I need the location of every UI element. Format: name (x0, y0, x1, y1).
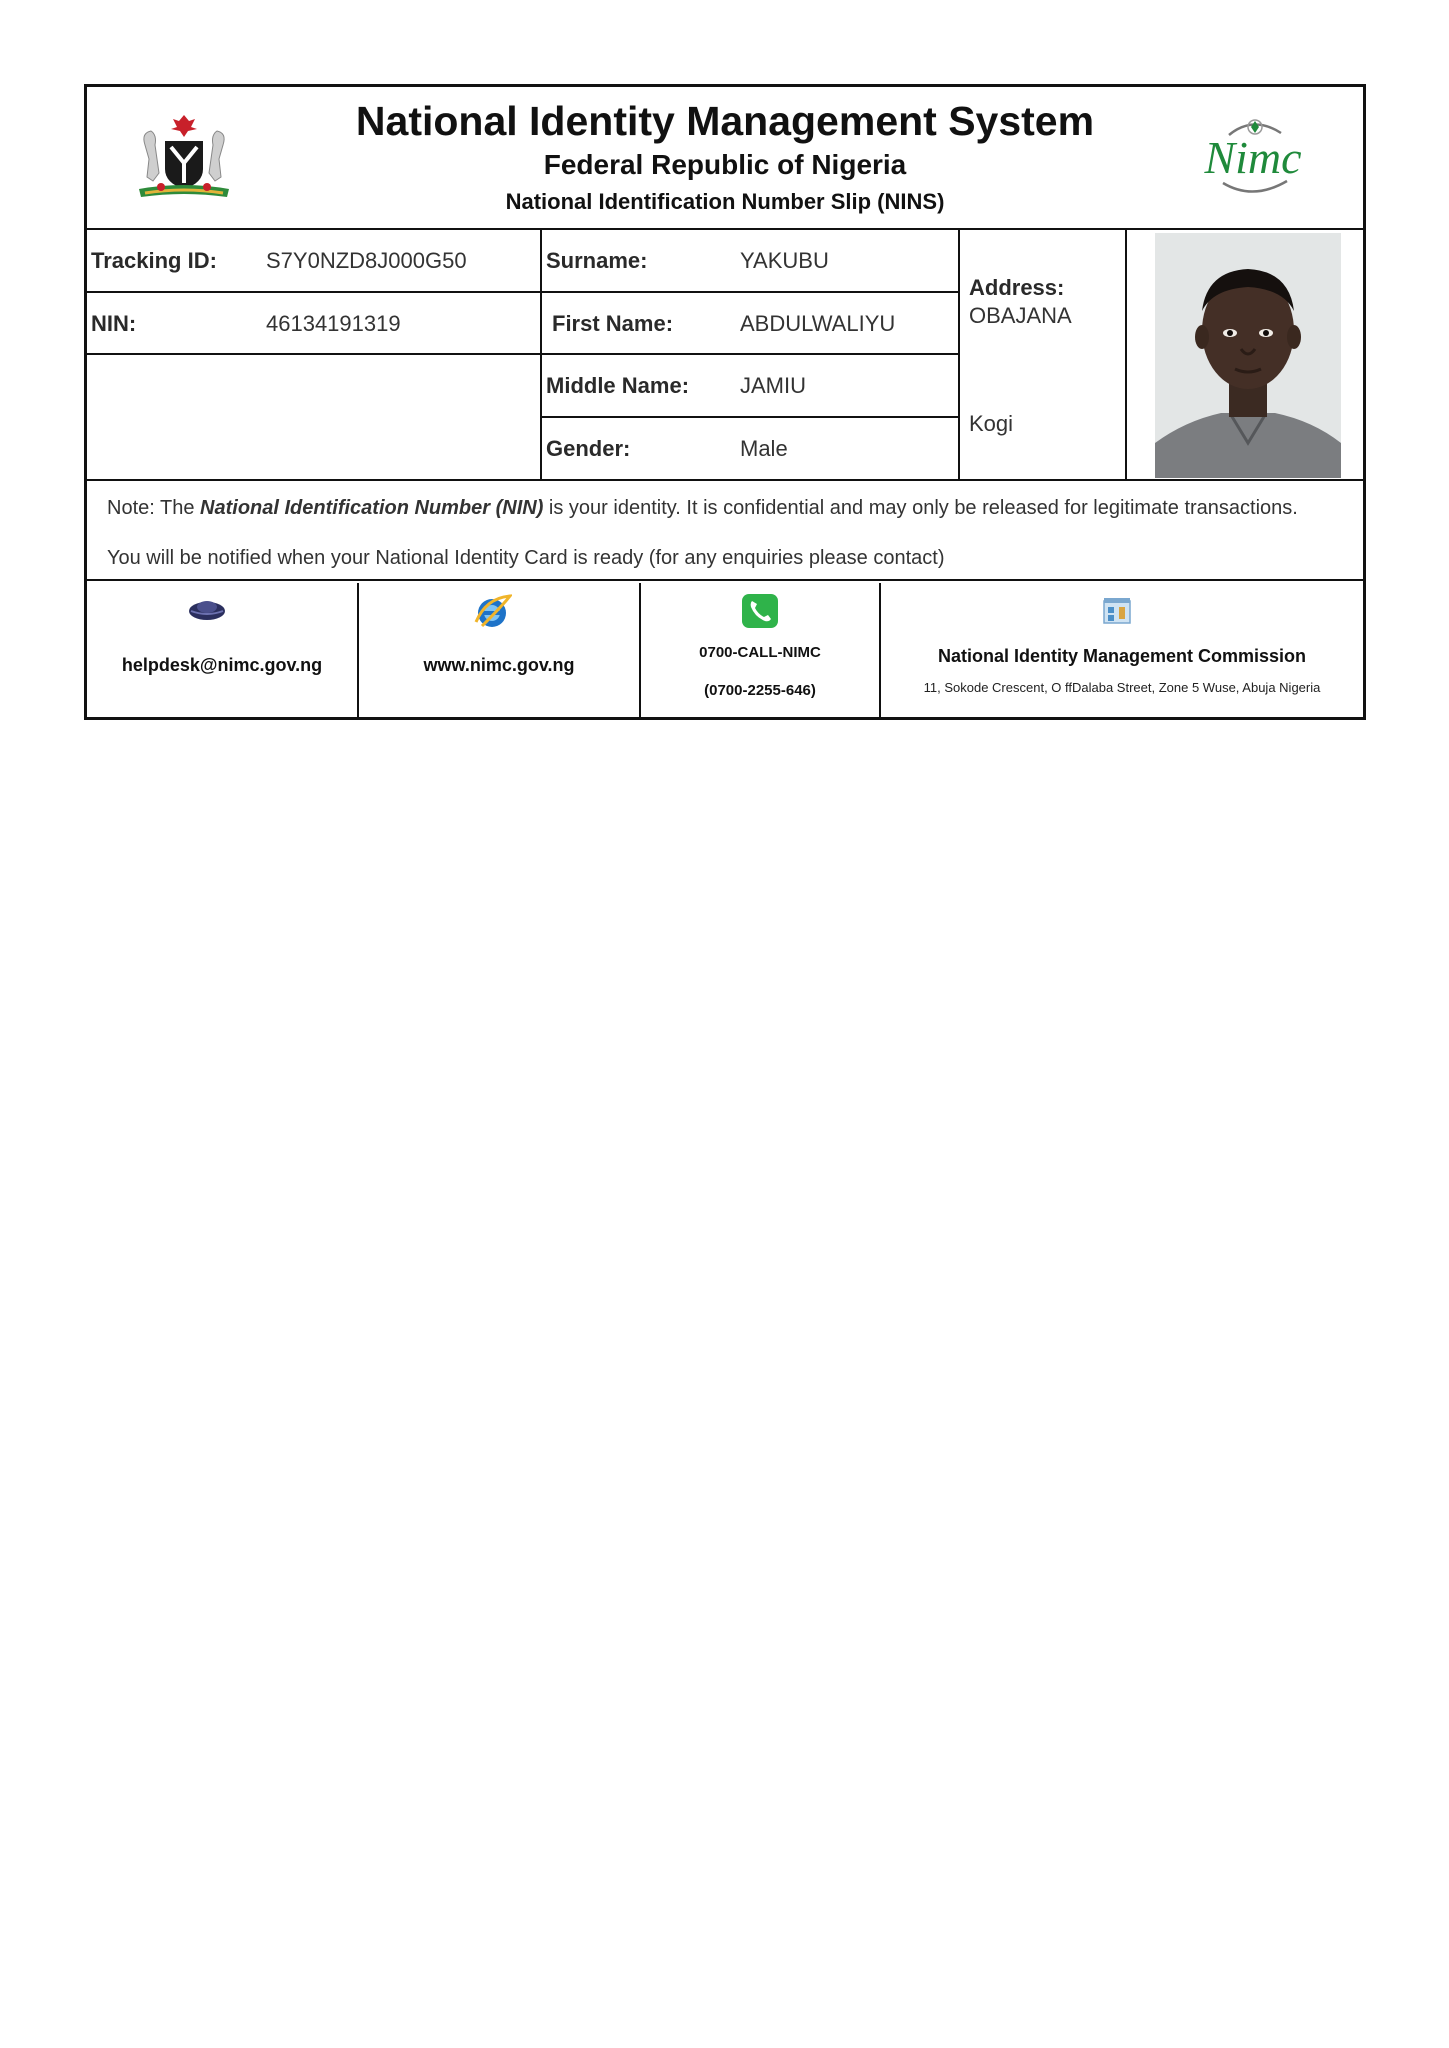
note-line-1: Note: The National Identification Number (NIN) is your identity. It is confidential and may only be released for legitimate transactions. (107, 497, 1298, 519)
surname-value: YAKUBU (740, 248, 829, 273)
building-icon (1102, 595, 1132, 625)
phone-icon (741, 593, 779, 629)
middle-name-value: JAMIU (740, 373, 806, 398)
address-label: Address: (969, 275, 1065, 300)
address-state: Kogi (969, 411, 1014, 436)
nimc-logo (1193, 109, 1313, 201)
surname-label: Surname: (546, 248, 648, 273)
middle-name-label: Middle Name: (546, 373, 690, 398)
nin-label: NIN: (91, 311, 137, 336)
tracking-id-label: Tracking ID: (91, 248, 217, 273)
org-name: National Identity Management Commission (937, 646, 1307, 666)
first-name-label: First Name: (552, 311, 674, 336)
logo-text: Nimc (1204, 132, 1302, 183)
address-line: OBAJANA (969, 303, 1072, 328)
nin-slip (84, 84, 1366, 720)
page-subtitle: Federal Republic of Nigeria (543, 149, 907, 180)
slip-title: National Identification Number Slip (NINS) (505, 189, 945, 214)
nin-value: 46134191319 (266, 311, 401, 336)
website-link[interactable]: www.nimc.gov.ng (423, 655, 575, 675)
first-name-value: ABDULWALIYU (740, 311, 896, 336)
phone-label: 0700-CALL-NIMC (699, 644, 821, 661)
note-line-2: You will be notified when your National Identity Card is ready (for any enquiries please contact) (107, 547, 945, 569)
org-address: 11, Sokode Crescent, O ffDalaba Street, Zone 5 Wuse, Abuja Nigeria (923, 680, 1321, 695)
gender-label: Gender: (546, 436, 631, 461)
phone-number[interactable]: (0700-2255-646) (704, 682, 816, 699)
passport-photo (1155, 233, 1341, 478)
email-icon (185, 597, 229, 621)
tracking-id-value: S7Y0NZD8J000G50 (266, 248, 467, 273)
gender-value: Male (740, 436, 788, 461)
email-link[interactable]: helpdesk@nimc.gov.ng (121, 655, 323, 675)
page-title: National Identity Management System (355, 98, 1095, 144)
internet-explorer-icon (472, 592, 512, 632)
